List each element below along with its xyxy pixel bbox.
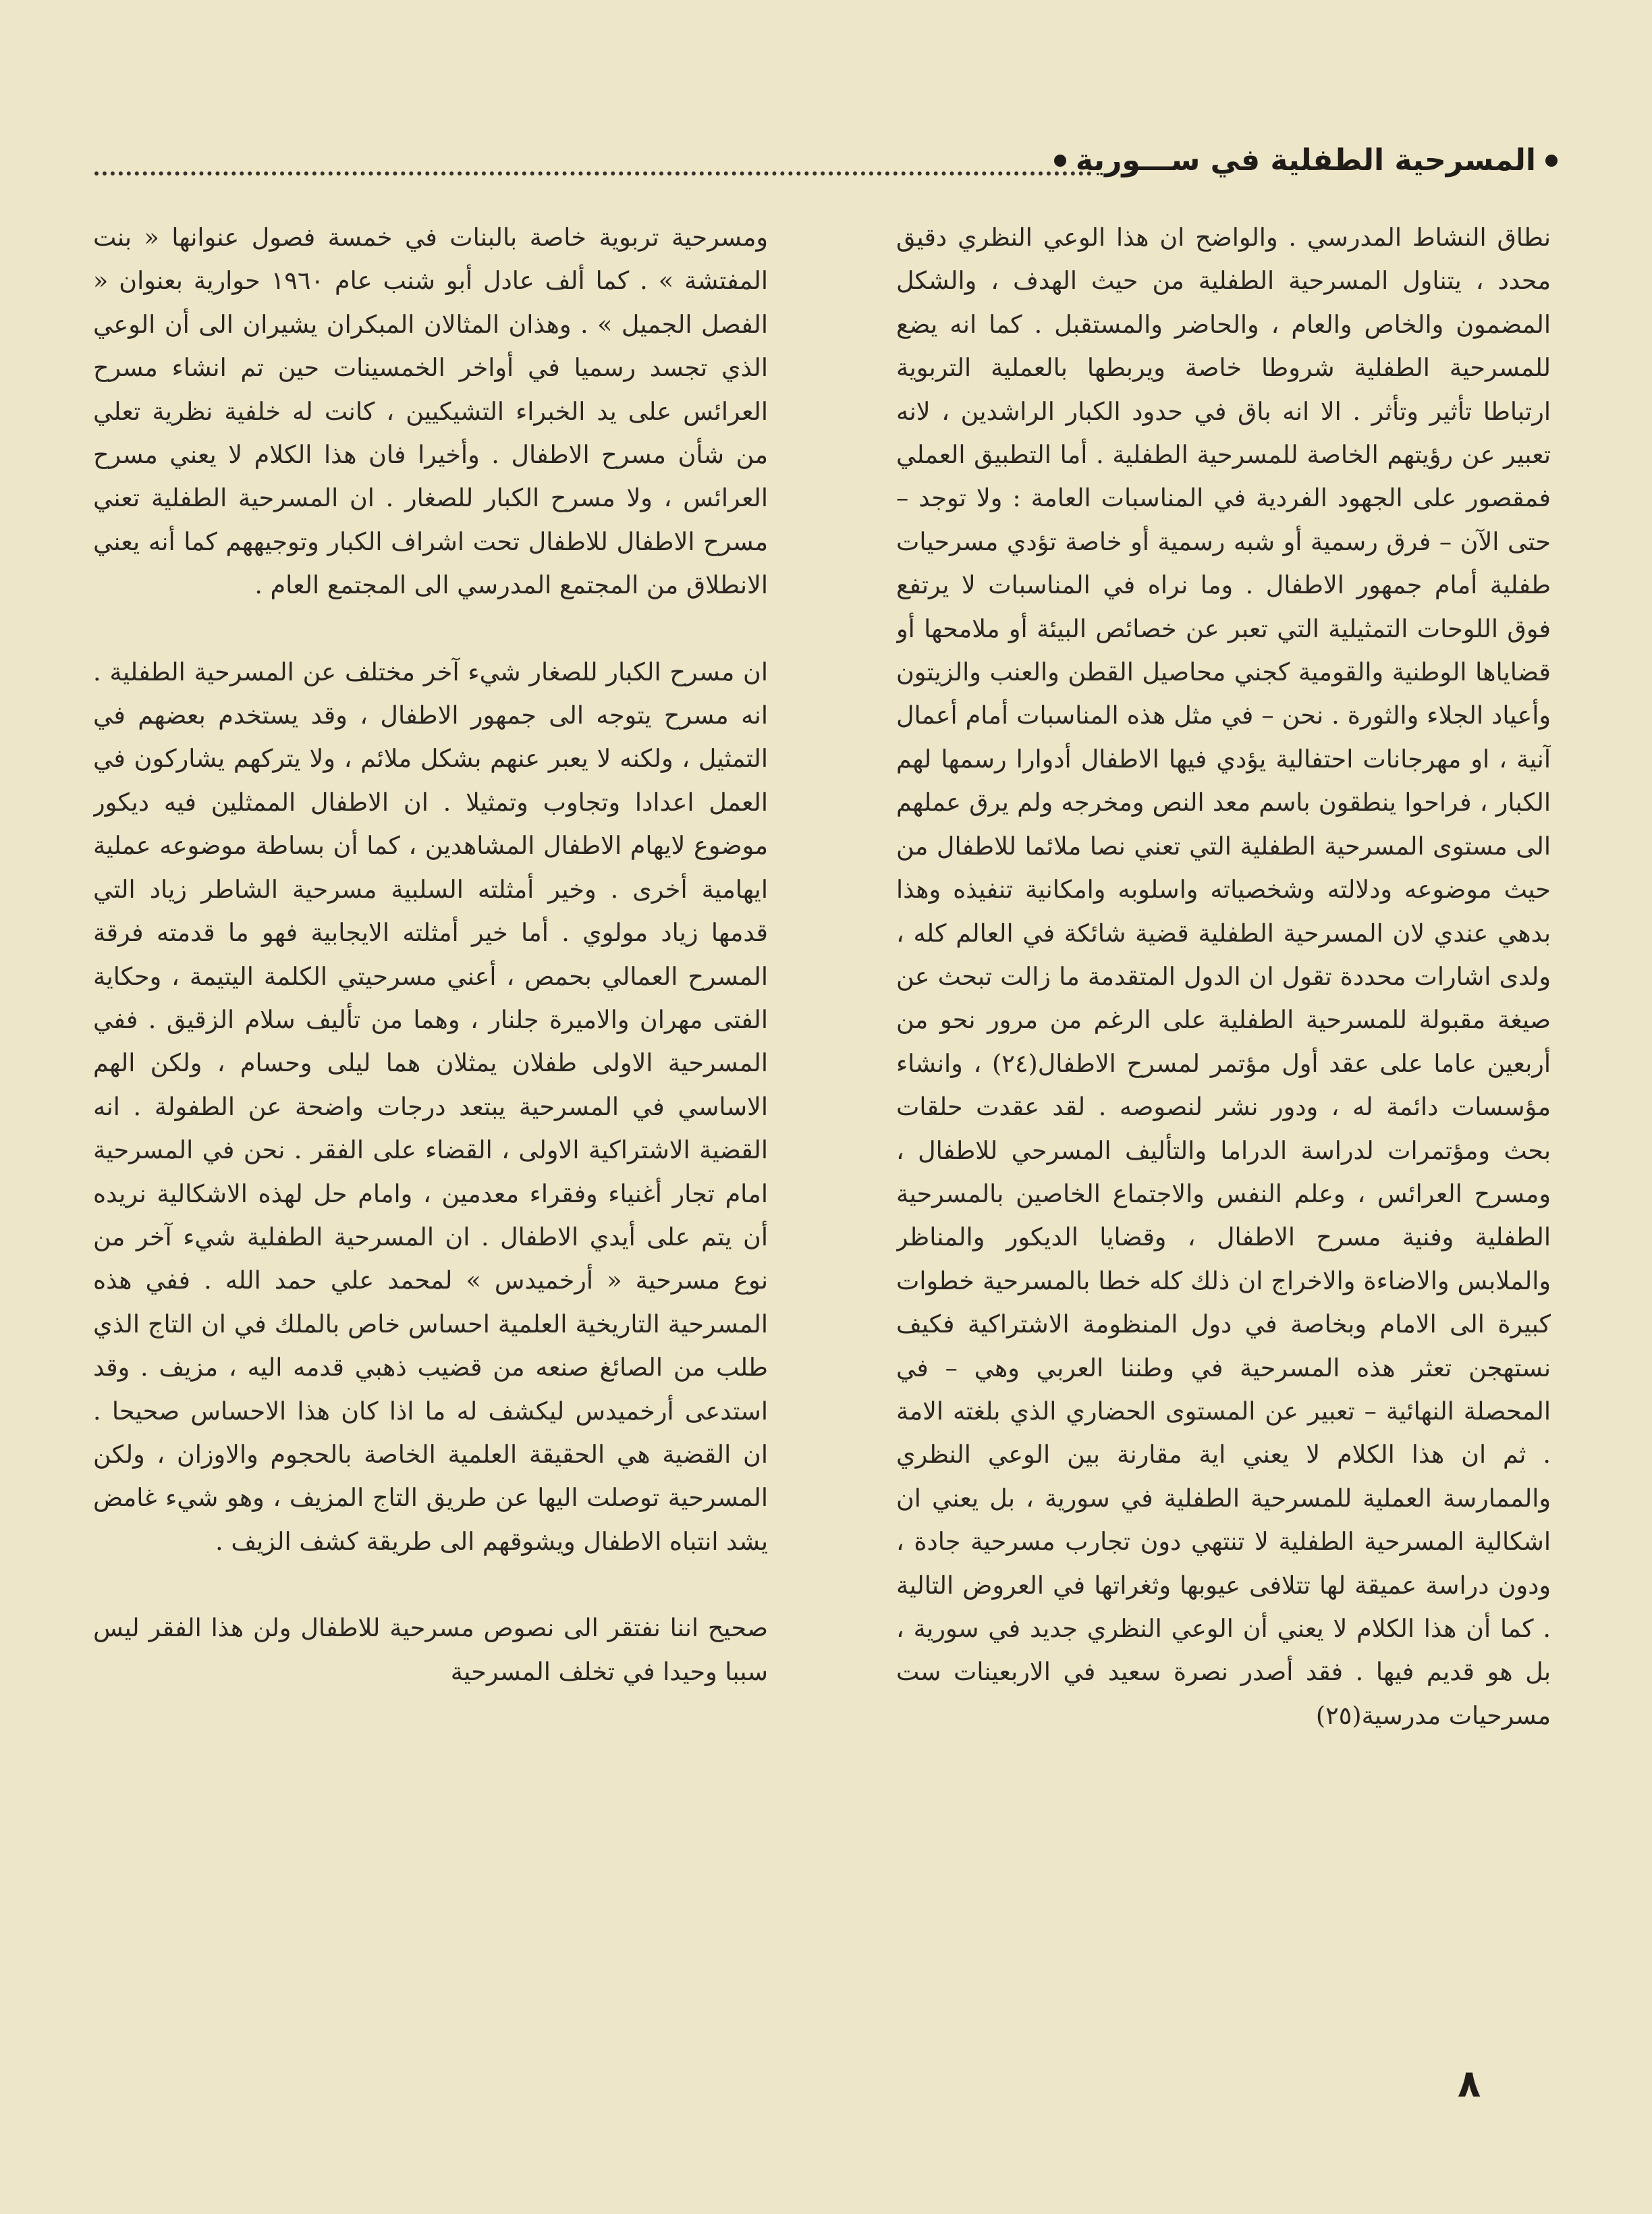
page-number: ٨	[1458, 2062, 1481, 2106]
bullet-icon	[1545, 155, 1558, 167]
paragraph: صحيح اننا نفتقر الى نصوص مسرحية للاطفال ولن هذا الفقر ليس سببا وحيدا في تخلف المسرحية	[93, 1613, 768, 1686]
paragraph: نطاق النشاط المدرسي . والواضح ان هذا الوعي النظري دقيق محدد ، يتناول المسرحية الطفلية من حيث الهدف ، والشكل المضمون والخاص والعام ، والحاضر والمستقبل . كما انه يضع للمسرحية الطفلية شروطا خاصة ويربطها بالعملية التربوية ارتباطا تأثير وتأثر . الا انه باق في حدود الكبار الراشدين ، لانه تعبير عن رؤيتهم الخاصة للمسرحية الطفلية . أما التطبيق العملي فمقصور على الجهود الفردية في المناسبات العامة : ولا توجد – حتى الآن – فرق رسمية أو شبه رسمية أو خاصة تؤدي مسرحيات طفلية أمام جمهور الاطفال . وما نراه في المناسبات لا يرتفع فوق اللوحات التمثيلية التي تعبر عن خصائص البيئة أو ملامحها أو قضاياها الوطنية والقومية كجني محاصيل القطن والعنب والزيتون وأعياد الجلاء والثورة . نحن – في مثل هذه المناسبات أمام أعمال آنية ، او مهرجانات احتفالية يؤدي فيها الاطفال أدوارا رسمها لهم الكبار ، فراحوا ينطقون باسم معد النص ومخرجه ولم يرق عملهم الى مستوى المسرحية الطفلية التي تعني نصا ملائما للاطفال من حيث موضوعه ودلالته وشخصياته واسلوبه وامكانية تنفيذه وهذا بدهي عندي لان المسرحية الطفلية قضية شائكة في العالم كله ، ولدى اشارات محددة تقول ان الدول المتقدمة ما زالت تبحث عن صيغة مقبولة للمسرحية الطفلية على الرغم من مرور نحو من أربعين عاما على عقد أول مؤتمر لمسرح الاطفال(٢٤) ، وانشاء مؤسسات دائمة له ، ودور نشر لنصوصه . لقد عقدت حلقات بحث ومؤتمرات لدراسة الدراما والتأليف المسرحي للاطفال ، ومسرح العرائس ، وعلم النفس والاجتماع الخاصين بالمسرحية الطفلية وفنية مسرح الاطفال ، وقضايا الديكور والمناظر والملابس والاضاءة والاخراج ان ذلك كله خطا بالمسرحية خطوات كبيرة الى الامام وبخاصة في دول المنظومة الاشتراكية فكيف نستهجن تعثر هذه المسرحية في وطننا العربي وهي – في المحصلة النهائية – تعبير عن المستوى الحضاري الذي بلغته الامة . ثم ان هذا الكلام لا يعني اية مقارنة بين الوعي النظري والممارسة العملية للمسرحية الطفلية في سورية ، بل يعني ان اشكالية المسرحية الطفلية لا تنتهي دون تجارب مسرحية جادة ، ودون دراسة عميقة لها تتلافى عيوبها وثغراتها في العروض التالية . كما أن هذا الكلام لا يعني أن الوعي النظري جديد في سورية ، بل هو قديم فيها . فقد أصدر نصرة سعيد في الاربعينات ست مسرحيات مدرسية(٢٥)	[896, 223, 1551, 1730]
paragraph: ومسرحية تربوية خاصة بالبنات في خمسة فصول عنوانها « بنت المفتشة » . كما ألف عادل أبو شنب عام ١٩٦٠ حوارية بعنوان « الفصل الجميل » . وهذان المثالان المبكران يشيران الى أن الوعي الذي تجسد رسميا في أواخر الخمسينات حين تم انشاء مسرح العرائس على يد الخبراء التشيكيين ، كانت له خلفية نظرية تعلي من شأن مسرح الاطفال . وأخيرا فان هذا الكلام لا يعني مسرح العرائس ، ولا مسرح الكبار للصغار . ان المسرحية الطفلية تعني مسرح الاطفال للاطفال تحت اشراف الكبار وتوجيههم كما أنه يعني الانطلاق من المجتمع المدرسي الى المجتمع العام .	[93, 223, 768, 600]
bullet-icon	[1054, 155, 1066, 167]
text-column-left	[93, 216, 768, 2052]
paragraph: ان مسرح الكبار للصغار شيء آخر مختلف عن المسرحية الطفلية . انه مسرح يتوجه الى جمهور الاطفال ، وقد يستخدم بعضهم في التمثيل ، ولكنه لا يعبر عنهم بشكل ملائم ، ولا يتركهم يشاركون في العمل اعدادا وتجاوب وتمثيلا . ان الاطفال الممثلين فيه ديكور موضوع لايهام الاطفال المشاهدين ، كما أن بساطة موضوعه عملية ايهامية أخرى . وخير أمثلته السلبية مسرحية الشاطر زياد التي قدمها زياد مولوي . أما خير أمثلته الايجابية فهو ما قدمته فرقة المسرح العمالي بحمص ، أعني مسرحيتي الكلمة اليتيمة ، وحكاية الفتى مهران والاميرة جلنار ، وهما من تأليف سلام الزقيق . ففي المسرحية الاولى طفلان يمثلان هما ليلى وحسام ، ولكن الهم الاساسي في المسرحية يبتعد درجات واضحة عن الطفولة . انه القضية الاشتراكية الاولى ، القضاء على الفقر . نحن في المسرحية امام تجار أغنياء وفقراء معدمين ، وامام حل لهذه الاشكالية نريده أن يتم على أيدي الاطفال . ان المسرحية الطفلية شيء آخر من نوع مسرحية « أرخميدس » لمحمد علي حمد الله . ففي هذه المسرحية التاريخية العلمية احساس خاص بالملك في ان التاج الذي طلب من الصائغ صنعه من قضيب ذهبي قدمه اليه ، مزيف . وقد استدعى أرخميدس ليكشف له ما اذا كان هذا الاحساس صحيحا . ان القضية هي الحقيقة العلمية الخاصة بالحجوم والاوزان ، ولكن المسرحية توصلت اليها عن طريق التاج المزيف ، وهو شيء غامض يشد انتباه الاطفال ويشوقهم الى طريقة كشف الزيف .	[93, 657, 768, 1556]
text-column-right	[896, 216, 1551, 2052]
running-header	[94, 143, 1558, 190]
header-title-text: المسرحية الطفلية في ســـورية	[1075, 143, 1536, 178]
header-title	[1054, 143, 1558, 178]
dotted-rule	[94, 171, 1092, 176]
